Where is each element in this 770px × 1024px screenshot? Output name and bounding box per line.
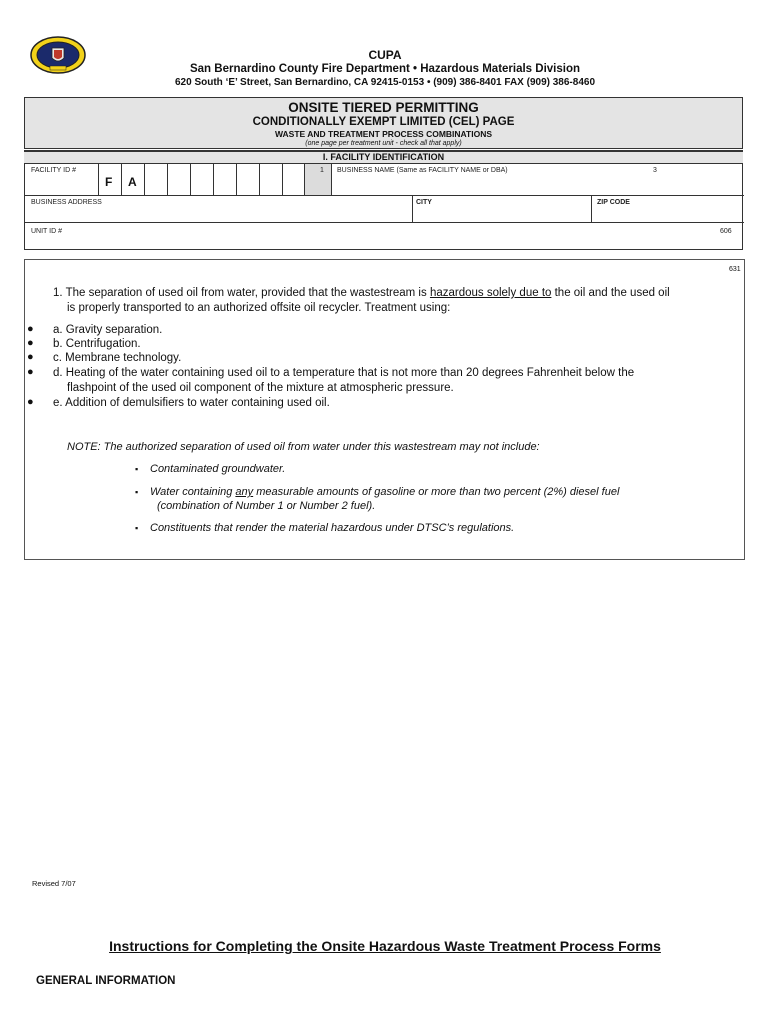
- content-code: 631: [729, 266, 741, 273]
- unit-id-input[interactable]: [85, 224, 705, 248]
- facility-id-prefix-f: F: [105, 175, 113, 189]
- checkbox-option-a[interactable]: ●: [27, 323, 34, 335]
- form-subtitle: CONDITIONALLY EXEMPT LIMITED (CEL) PAGE: [252, 116, 515, 128]
- checkbox-option-c[interactable]: ●: [27, 351, 34, 363]
- note-bullet-3: ▪: [135, 523, 139, 533]
- general-information-heading: GENERAL INFORMATION: [36, 975, 176, 987]
- option-a: a. Gravity separation.: [53, 324, 163, 336]
- note-item-2: Water containing any measurable amounts of gasoline or more than two percent (2%) diesel fuel: [150, 486, 620, 498]
- note-item-3: Constituents that render the material hazardous under DTSC’s regulations.: [150, 522, 515, 534]
- business-name-input[interactable]: [332, 176, 742, 194]
- item-1-line-1: 1. The separation of used oil from water, provided that the wastestream is hazardous solely due to the oil and the used oil: [53, 287, 670, 299]
- zip-code-input[interactable]: [593, 208, 743, 221]
- note-item-1: Contaminated groundwater.: [150, 463, 286, 475]
- option-e: e. Addition of demulsifiers to water containing used oil.: [53, 397, 330, 409]
- option-b: b. Centrifugation.: [53, 338, 141, 350]
- header-title: CUPA: [368, 48, 402, 62]
- checkbox-option-b[interactable]: ●: [27, 337, 34, 349]
- business-name-code: 3: [653, 167, 657, 174]
- unit-id-label: UNIT ID #: [31, 228, 62, 235]
- note-label: NOTE: The authorized separation of used oil from water under this wastestream may not include:: [67, 441, 540, 453]
- checkbox-option-e[interactable]: ●: [27, 396, 34, 408]
- facility-id-table: [24, 164, 743, 250]
- form-title-box: [24, 97, 743, 149]
- form-subtitle-2: WASTE AND TREATMENT PROCESS COMBINATIONS: [274, 129, 493, 139]
- city-label: CITY: [416, 199, 432, 206]
- unit-id-code: 606: [720, 228, 732, 235]
- city-input[interactable]: [414, 208, 590, 221]
- division-name: Hazardous Materials Division: [420, 63, 581, 75]
- facility-id-code: 1: [320, 167, 324, 174]
- header-address: 620 South ‘E’ Street, San Bernardino, CA 92415-0153 • (909) 386-8401 FAX (909) 386-8460: [175, 77, 595, 88]
- business-address-label: BUSINESS ADDRESS: [31, 199, 102, 206]
- facility-id-input[interactable]: [144, 165, 304, 194]
- bullet-separator: •: [413, 63, 418, 75]
- note-item-2-continued: (combination of Number 1 or Number 2 fuel).: [157, 500, 376, 512]
- facility-id-prefix-a: A: [128, 175, 137, 189]
- business-address-input[interactable]: [26, 208, 411, 221]
- option-d: d. Heating of the water containing used oil to a temperature that is not more than 20 degrees Fahrenheit below the: [53, 367, 635, 379]
- checkbox-option-d[interactable]: ●: [27, 366, 34, 378]
- item-1-line-2: is properly transported to an authorized offsite oil recycler. Treatment using:: [67, 302, 451, 314]
- zip-code-label: ZIP CODE: [597, 199, 630, 206]
- facility-id-label: FACILITY ID #: [31, 167, 76, 174]
- header-department-line: [0, 63, 770, 75]
- option-d-continued: flashpoint of the used oil component of the mixture at atmospheric pressure.: [67, 382, 454, 394]
- form-title-note: (one page per treatment unit - check all that apply): [305, 140, 462, 147]
- option-c: c. Membrane technology.: [53, 352, 182, 364]
- note-bullet-2: ▪: [135, 487, 139, 497]
- section-title: I. FACILITY IDENTIFICATION: [24, 150, 743, 164]
- business-name-label: BUSINESS NAME (Same as FACILITY NAME or DBA): [337, 167, 508, 174]
- revision-date: Revised 7/07: [32, 879, 76, 888]
- form-main-title: ONSITE TIERED PERMITTING: [288, 100, 479, 115]
- note-bullet-1: ▪: [135, 464, 139, 474]
- instructions-title: Instructions for Completing the Onsite Hazardous Waste Treatment Process Forms: [109, 938, 661, 954]
- department-name: San Bernardino County Fire Department: [189, 63, 410, 75]
